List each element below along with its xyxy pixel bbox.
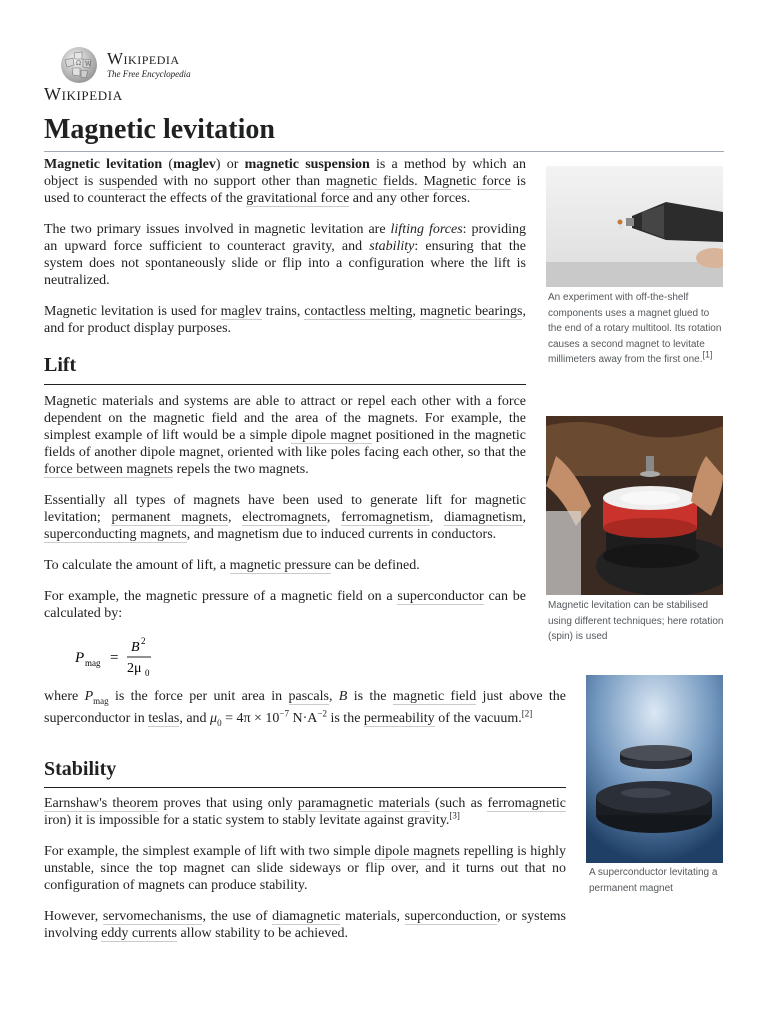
formula-lhs-subscript: mag bbox=[85, 658, 101, 668]
formula-denominator-subscript: 0 bbox=[145, 668, 150, 678]
link-superconducting-magnets[interactable]: superconducting magnets bbox=[44, 527, 187, 542]
link-magnetic-field[interactable]: magnetic field bbox=[392, 689, 477, 704]
link-dipole-magnet[interactable]: dipole magnet bbox=[291, 428, 372, 443]
text: can be defined. bbox=[331, 558, 420, 573]
caption-text: An experiment with off-the-shelf components uses a magnet glued to the end of a rotary multitool. Its rotation causes a second magnet to levitate millimeters away from the first one. bbox=[548, 292, 722, 365]
citation-link[interactable]: [1] bbox=[702, 349, 713, 360]
text: , bbox=[412, 304, 420, 319]
text: , bbox=[522, 510, 527, 525]
link-paramagnetic-materials[interactable]: paramagnetic materials bbox=[297, 796, 430, 811]
link-superconduction[interactable]: superconduction bbox=[404, 909, 498, 924]
text: is a method by which an object is bbox=[44, 157, 526, 189]
text: where bbox=[44, 689, 85, 704]
text: proves that using only bbox=[158, 796, 298, 811]
site-wordmark: Wikipedia bbox=[44, 84, 123, 104]
math-var: P bbox=[84, 689, 94, 704]
intro-paragraph-1 bbox=[44, 156, 526, 207]
lift-paragraph-4 bbox=[44, 588, 526, 622]
formula-numerator-exponent: 2 bbox=[141, 636, 146, 646]
text: For example, the simplest example of lift with two simple bbox=[44, 844, 375, 859]
math-subscript: 0 bbox=[217, 717, 222, 728]
text: Magnetic materials and systems are able to attract or repel each other with a force dependent on the magnetic field and the area of the magnets. For example, the simplest example of lift would be a simple bbox=[44, 394, 526, 443]
italic-term: stability bbox=[369, 239, 415, 254]
text: , and bbox=[179, 710, 211, 726]
link-electromagnets[interactable]: electromagnets bbox=[242, 510, 327, 525]
section-divider bbox=[44, 787, 566, 788]
bold-term: magnetic suspension bbox=[244, 157, 370, 172]
lift-paragraph-3 bbox=[44, 557, 526, 574]
magnetic-pressure-formula bbox=[75, 636, 195, 680]
title-divider bbox=[44, 151, 724, 152]
logo-tagline: The Free Encyclopedia bbox=[107, 69, 191, 79]
text: is the bbox=[347, 689, 393, 704]
link-teslas[interactable]: teslas bbox=[148, 710, 180, 726]
figure-superconductor-image[interactable] bbox=[586, 675, 723, 863]
stability-paragraph-2 bbox=[44, 843, 566, 894]
text: of the vacuum. bbox=[434, 710, 522, 726]
text: is the bbox=[326, 710, 364, 726]
stability-section bbox=[44, 795, 566, 942]
page-title: Magnetic levitation bbox=[44, 114, 275, 145]
text: trains, bbox=[261, 304, 305, 319]
text: However, bbox=[44, 909, 103, 924]
intro-section bbox=[44, 156, 526, 337]
text: ( bbox=[162, 157, 174, 172]
intro-paragraph-2 bbox=[44, 221, 526, 289]
text: , bbox=[328, 689, 339, 704]
citation-link[interactable]: [3] bbox=[449, 810, 460, 821]
text: repels the two magnets. bbox=[173, 462, 309, 477]
lift-where-section bbox=[44, 688, 566, 732]
text: , and magnetism due to induced currents in conductors. bbox=[186, 527, 497, 542]
math-var: μ bbox=[210, 710, 218, 726]
link-magnetic-force[interactable]: Magnetic force bbox=[423, 174, 511, 189]
section-heading-lift: Lift bbox=[44, 354, 77, 376]
svg-text:Ω: Ω bbox=[76, 60, 81, 67]
link-superconductor[interactable]: superconductor bbox=[397, 589, 484, 604]
link-earnshaws-theorem[interactable]: Earnshaw's theorem bbox=[44, 796, 159, 811]
link-contactless-melting[interactable]: contactless melting bbox=[304, 304, 413, 319]
text: , bbox=[326, 510, 342, 525]
formula-numerator: B bbox=[131, 640, 140, 655]
citation-link[interactable]: [2] bbox=[521, 708, 533, 719]
link-maglev[interactable]: maglev bbox=[220, 304, 262, 319]
text: N·A bbox=[289, 710, 318, 726]
text: = 4π × 10 bbox=[221, 710, 280, 726]
text: can be calculated by: bbox=[44, 589, 526, 621]
math-exponent: −2 bbox=[317, 708, 327, 719]
link-servomechanisms[interactable]: servomechanisms bbox=[102, 909, 203, 924]
link-diamagnetic[interactable]: diamagnetic bbox=[272, 909, 341, 924]
text: : ensuring that the system does not spontaneously slide or flip into a configuration where the lift is neutralized. bbox=[44, 239, 527, 288]
text: with no support other than bbox=[157, 174, 326, 189]
link-magnetic-pressure[interactable]: magnetic pressure bbox=[229, 558, 332, 573]
link-dipole-magnets[interactable]: dipole magnets bbox=[374, 844, 460, 859]
text: positioned in the magnetic fields of another dipole magnet, oriented with like poles facing each other, so that the bbox=[44, 428, 527, 460]
link-diamagnetism[interactable]: diamagnetism bbox=[443, 510, 523, 525]
stability-paragraph-3 bbox=[44, 908, 566, 942]
text: Magnetic levitation is used for bbox=[44, 304, 221, 319]
link-ferromagnetic[interactable]: ferromagnetic bbox=[487, 796, 566, 811]
formula-lhs: P bbox=[75, 650, 85, 666]
math-subscript: mag bbox=[93, 695, 109, 706]
text: iron) it is impossible for a static system to stably levitate against gravity. bbox=[44, 813, 450, 828]
text: . bbox=[414, 174, 424, 189]
link-suspended[interactable]: suspended bbox=[99, 174, 158, 189]
wikipedia-globe-icon bbox=[59, 45, 99, 85]
text: repelling is highly unstable, since the top magnet can slide sideways or flip over, and it turns out that no configuration of magnets can produce stability. bbox=[44, 844, 566, 893]
intro-paragraph-3 bbox=[44, 303, 526, 337]
math-exponent: −7 bbox=[279, 708, 289, 719]
link-pascals[interactable]: pascals bbox=[288, 689, 329, 704]
link-ferromagnetism[interactable]: ferromagnetism bbox=[341, 510, 430, 525]
logo-wordmark: Wikipedia bbox=[107, 49, 180, 68]
multitool-photo bbox=[546, 166, 723, 287]
text: To calculate the amount of lift, a bbox=[44, 558, 230, 573]
text: is the force per unit area in bbox=[108, 689, 289, 704]
link-magnetic-bearings[interactable]: magnetic bearings bbox=[419, 304, 523, 319]
text: : providing an upward force sufficient to counteract gravity, and bbox=[44, 222, 526, 254]
text: , bbox=[227, 510, 243, 525]
link-gravitational-force[interactable]: gravitational force bbox=[246, 191, 350, 206]
lift-section bbox=[44, 393, 526, 622]
text: For example, the magnetic pressure of a magnetic field on a bbox=[44, 589, 398, 604]
link-force-between-magnets[interactable]: force between magnets bbox=[44, 462, 174, 477]
text: ) or bbox=[215, 157, 245, 172]
text: , and for product display purposes. bbox=[44, 304, 526, 336]
text: , or systems involving bbox=[44, 909, 567, 941]
figure-superconductor-caption: A superconductor levitating a permanent magnet bbox=[589, 867, 718, 894]
figure-spin-levitation-image[interactable] bbox=[546, 416, 723, 595]
stability-paragraph-1 bbox=[44, 795, 566, 829]
section-heading-stability: Stability bbox=[44, 758, 117, 780]
lift-paragraph-2 bbox=[44, 492, 526, 543]
text: is used to counteract the effects of the bbox=[44, 174, 527, 206]
text: The two primary issues involved in magnetic levitation are bbox=[44, 222, 391, 237]
math-var: B bbox=[338, 689, 348, 704]
svg-text:W: W bbox=[85, 61, 92, 68]
lift-paragraph-1 bbox=[44, 393, 526, 478]
lift-paragraph-5 bbox=[44, 688, 566, 732]
superconductor-photo bbox=[586, 675, 723, 863]
formula-equals: = bbox=[110, 650, 119, 666]
text: , the use of bbox=[202, 909, 273, 924]
text: (such as bbox=[429, 796, 488, 811]
figure-multitool-caption bbox=[548, 290, 724, 368]
formula-denominator: 2μ bbox=[127, 661, 142, 676]
text: and any other forces. bbox=[349, 191, 471, 206]
text: just above the superconductor in bbox=[44, 689, 567, 726]
section-divider bbox=[44, 384, 526, 385]
figure-multitool-image[interactable] bbox=[546, 166, 723, 287]
link-eddy-currents[interactable]: eddy currents bbox=[101, 926, 177, 941]
text: Essentially all types of magnets have been used to generate lift for magnetic levitation; bbox=[44, 493, 526, 525]
spin-levitation-photo bbox=[546, 416, 723, 595]
bold-term: maglev bbox=[173, 157, 216, 172]
italic-term: lifting forces bbox=[390, 222, 463, 237]
text: , bbox=[429, 510, 444, 525]
text: allow stability to be achieved. bbox=[176, 926, 349, 941]
link-permeability[interactable]: permeability bbox=[363, 710, 435, 726]
text: materials, bbox=[340, 909, 405, 924]
figure-spin-levitation-caption: Magnetic levitation can be stabilised using different techniques; here rotation (spin) is used bbox=[548, 600, 724, 642]
bold-term: Magnetic levitation bbox=[44, 157, 163, 172]
link-permanent-magnets[interactable]: permanent magnets bbox=[111, 510, 228, 525]
link-magnetic-fields[interactable]: magnetic fields bbox=[325, 174, 415, 189]
